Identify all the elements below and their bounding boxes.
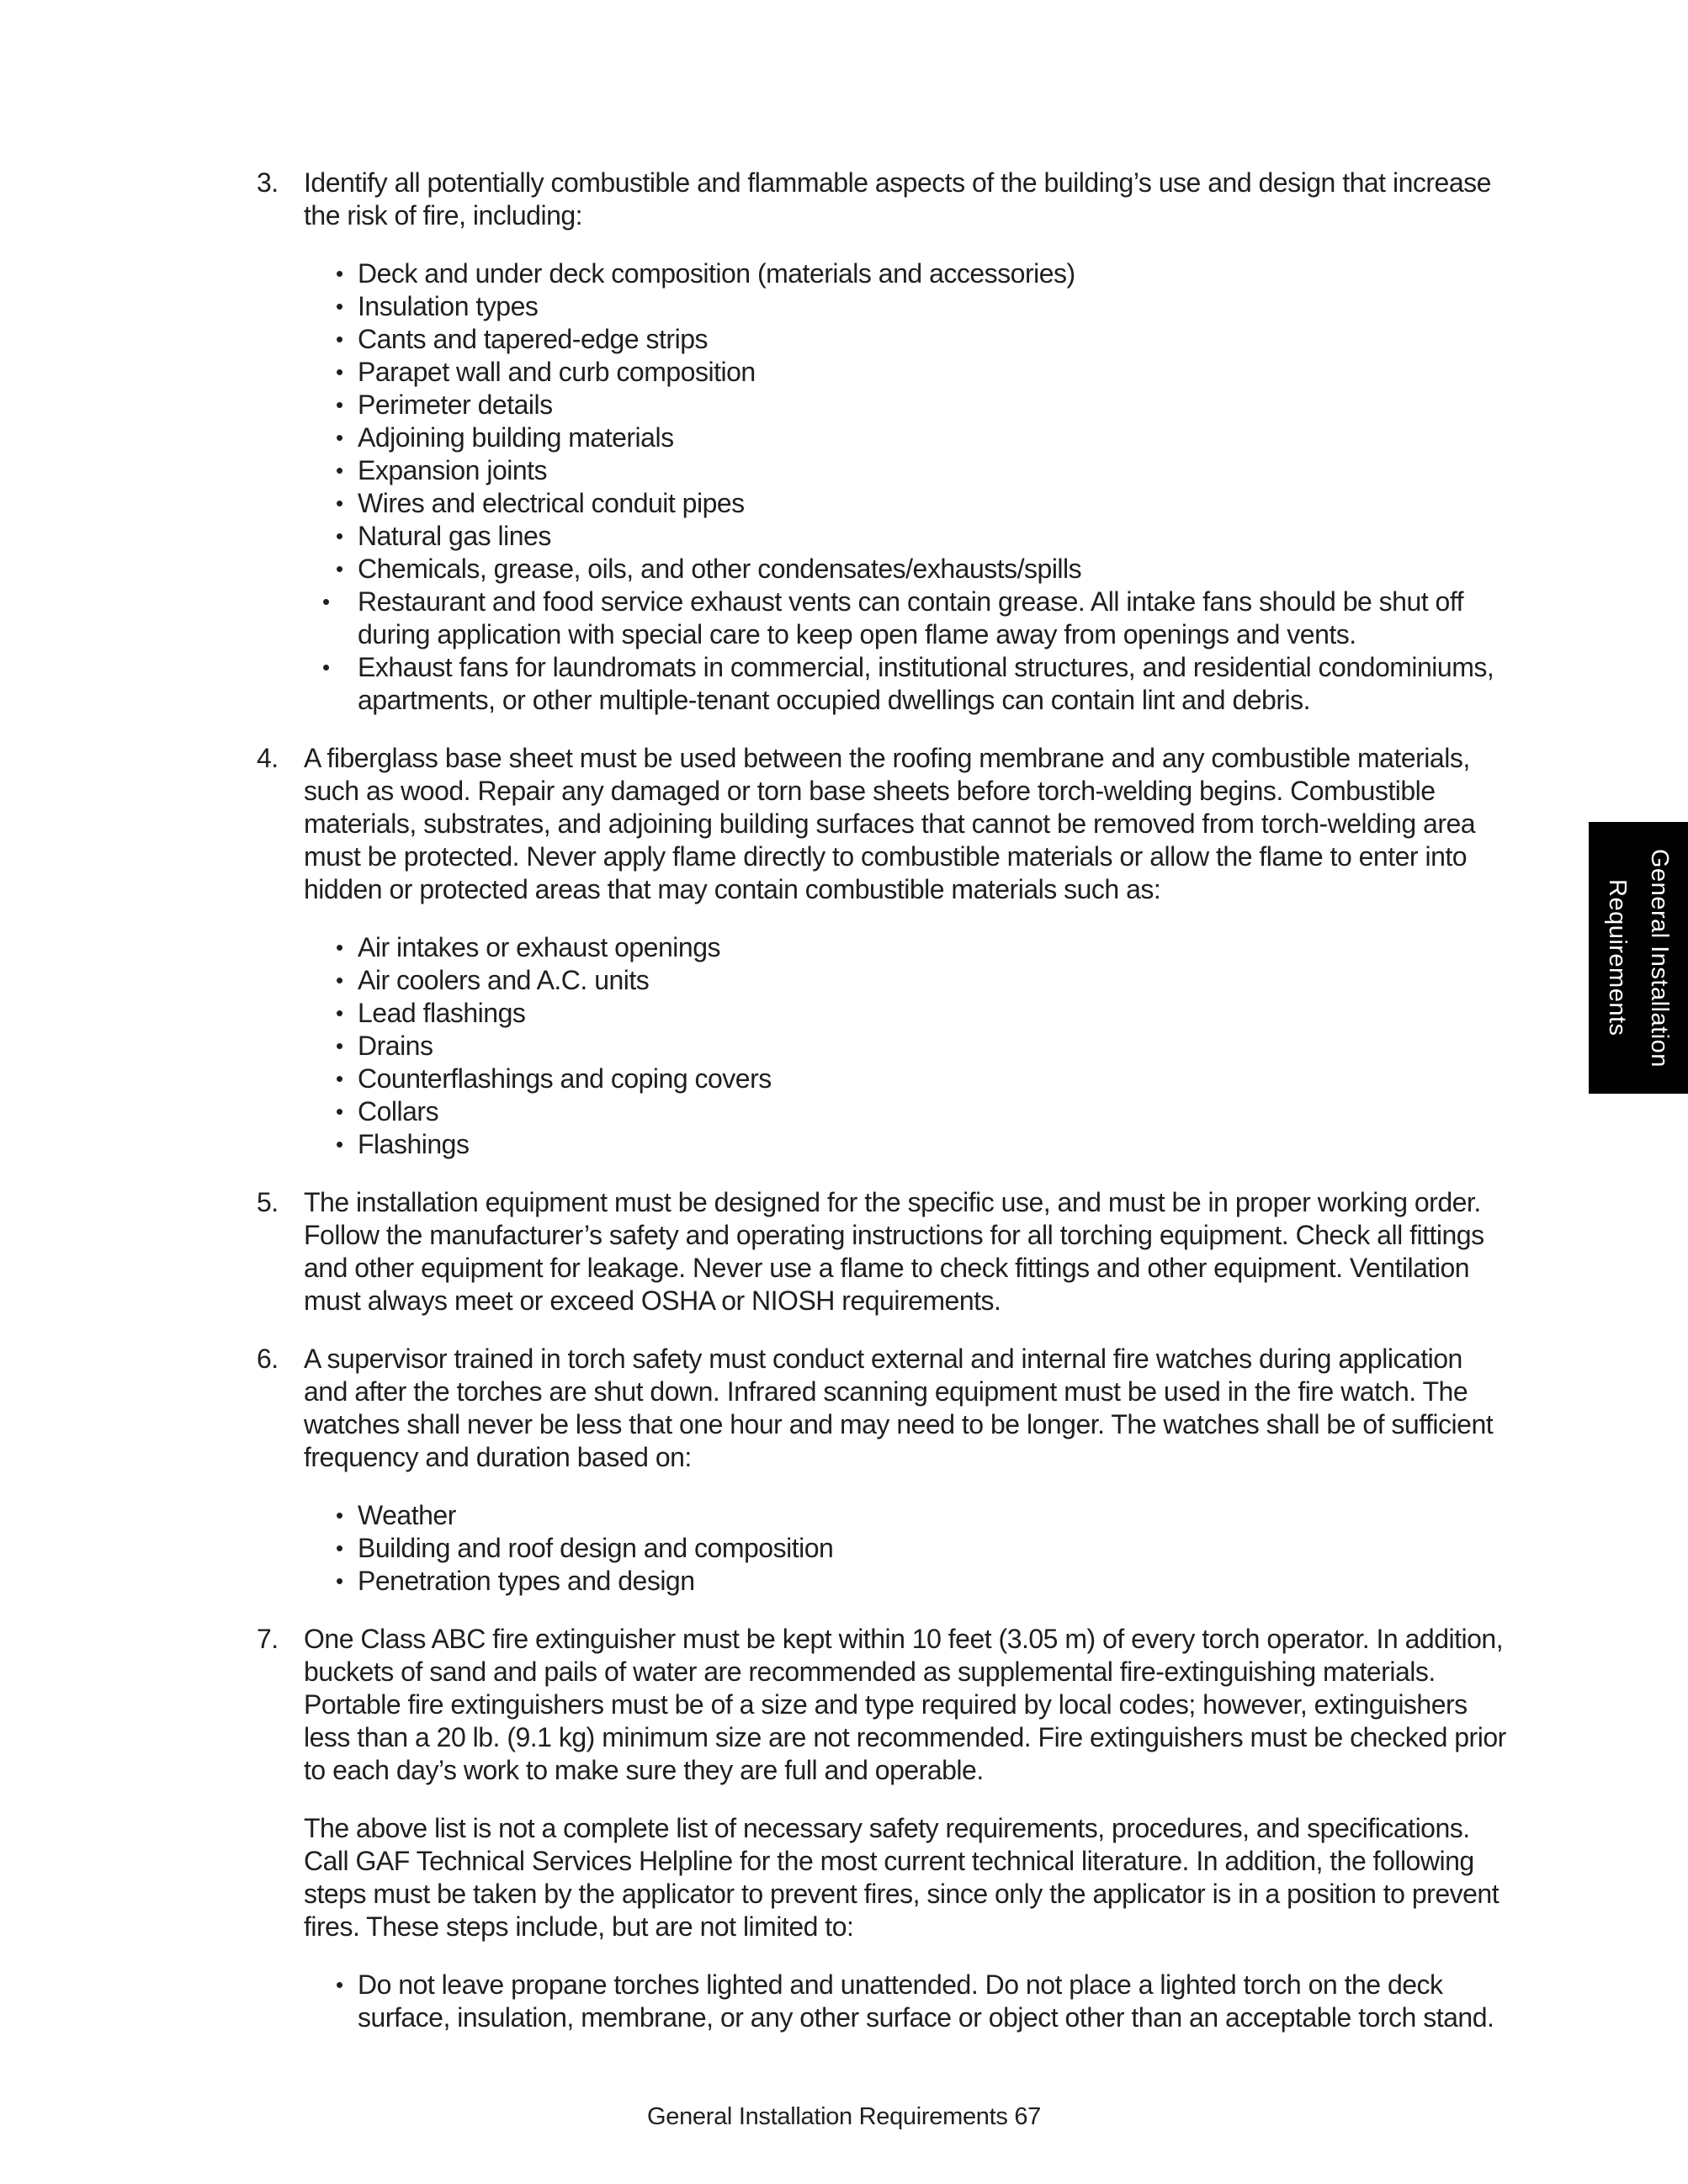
- bullet-text: Adjoining building materials: [358, 422, 674, 453]
- item-text: The installation equipment must be designed for the specific use, and must be in proper working order. Follow the manufacturer’s safety and operating instructions for all torching equipment. Check all fittings and other equipment for leakage. Never use a flame to check fittings and other equipment. Ventilation must always meet or exceed OSHA or NIOSH requirements.: [304, 1187, 1484, 1316]
- bullet-text: Cants and tapered-edge strips: [358, 324, 708, 354]
- document-content: [257, 167, 1510, 2034]
- list-item: [257, 931, 1510, 964]
- list-item: [257, 323, 1510, 356]
- bullet-text: Deck and under deck composition (materials and accessories): [358, 258, 1075, 289]
- numbered-item: [257, 1186, 1510, 1317]
- item-number: 7.: [257, 1624, 279, 1654]
- item-number: 3.: [257, 167, 279, 198]
- bullet-dot-icon: •: [336, 523, 343, 549]
- bullet-dot-icon: •: [336, 935, 343, 960]
- item-text: Identify all potentially combustible and flammable aspects of the building’s use and design that increase the risk of fire, including:: [304, 167, 1491, 231]
- list-item: [257, 421, 1510, 454]
- numbered-item: [257, 742, 1510, 906]
- bullet-list: [257, 1499, 1510, 1598]
- bullet-text: Drains: [358, 1031, 433, 1061]
- bullet-text: Building and roof design and composition: [358, 1533, 834, 1563]
- bullet-text: Expansion joints: [358, 455, 548, 485]
- bullet-dot-icon: •: [336, 556, 343, 581]
- numbered-item: [257, 167, 1510, 232]
- bullet-text: Flashings: [358, 1129, 470, 1159]
- bullet-dot-icon: •: [336, 1132, 343, 1157]
- bullet-text: Do not leave propane torches lighted and unattended. Do not place a lighted torch on the deck surface, insulation, membrane, or any other surface or object other than an acceptable torch stand.: [358, 1969, 1494, 2033]
- list-item: [257, 964, 1510, 997]
- bullet-dot-icon: •: [336, 490, 343, 516]
- list-item: [257, 290, 1510, 323]
- list-item: [257, 257, 1510, 290]
- bullet-dot-icon: •: [336, 359, 343, 384]
- list-item: [257, 997, 1510, 1030]
- numbered-item: [257, 1623, 1510, 1787]
- list-item: [257, 553, 1510, 586]
- bullet-text: Parapet wall and curb composition: [358, 357, 756, 387]
- list-item: [257, 1565, 1510, 1598]
- item-number: 5.: [257, 1187, 279, 1217]
- list-item: [257, 389, 1510, 421]
- list-item: [257, 487, 1510, 520]
- numbered-item: [257, 1343, 1510, 1474]
- bullet-list: [257, 931, 1510, 1161]
- bullet-dot-icon: •: [336, 1033, 343, 1058]
- list-item: [257, 1532, 1510, 1565]
- bullet-text: Natural gas lines: [358, 521, 551, 551]
- bullet-list: [257, 257, 1510, 717]
- bullet-dot-icon: •: [336, 1503, 343, 1528]
- page-footer: General Installation Requirements 67: [647, 2103, 1041, 2130]
- bullet-dot-icon: •: [336, 967, 343, 993]
- bullet-dot-icon: •: [322, 589, 330, 614]
- bullet-text: Counterflashings and coping covers: [358, 1063, 772, 1094]
- list-item: [257, 356, 1510, 389]
- list-item: [257, 1969, 1510, 2034]
- bullet-dot-icon: •: [336, 294, 343, 319]
- bullet-text: Lead flashings: [358, 998, 526, 1028]
- item-text: One Class ABC fire extinguisher must be kept within 10 feet (3.05 m) of every torch operator. In addition, buckets of sand and pails of water are recommended as supplemental fire-extinguishing materials. Portable fire extinguishers must be of a size and type required by local codes; however, extinguishers less than a 20 lb. (9.1 kg) minimum size are not recommended. Fire extinguishers must be checked prior to each day’s work to make sure they are full and operable.: [304, 1624, 1506, 1785]
- paragraph-text: The above list is not a complete list of necessary safety requirements, procedures, and specifications. Call GAF Technical Services Helpline for the most current technical literature. In addition, the following steps must be taken by the applicator to prevent fires, since only the applicator is in a position to prevent fires. These steps include, but are not limited to:: [304, 1813, 1500, 1942]
- bullet-dot-icon: •: [336, 1099, 343, 1124]
- list-item: [257, 1063, 1510, 1095]
- bullet-text: Wires and electrical conduit pipes: [358, 488, 745, 518]
- bullet-text: Perimeter details: [358, 390, 553, 420]
- item-number: 4.: [257, 743, 279, 773]
- bullet-text: Restaurant and food service exhaust vents can contain grease. All intake fans should be shut off during application with special care to keep open flame away from openings and vents.: [358, 586, 1464, 649]
- bullet-text: Air intakes or exhaust openings: [358, 932, 720, 962]
- bullet-text: Collars: [358, 1096, 439, 1126]
- bullet-text: Weather: [358, 1500, 456, 1530]
- list-item: [257, 586, 1510, 651]
- section-side-tab: [1589, 822, 1688, 1094]
- item-number: 6.: [257, 1344, 279, 1374]
- list-item: [257, 651, 1510, 717]
- list-item: [257, 454, 1510, 487]
- bullet-text: Air coolers and A.C. units: [358, 965, 650, 995]
- list-item: [257, 1095, 1510, 1128]
- list-item: [257, 1128, 1510, 1161]
- side-tab-label-line2: Requirements: [1604, 879, 1631, 1036]
- bullet-dot-icon: •: [336, 1568, 343, 1593]
- bullet-dot-icon: •: [336, 1000, 343, 1026]
- bullet-text: Insulation types: [358, 291, 539, 321]
- bullet-text: Exhaust fans for laundromats in commercial, institutional structures, and residential condominiums, apartments, or other multiple-tenant occupied dwellings can contain lint and debris.: [358, 652, 1494, 715]
- bullet-dot-icon: •: [336, 1535, 343, 1561]
- bullet-dot-icon: •: [336, 392, 343, 417]
- bullet-dot-icon: •: [336, 326, 343, 352]
- bullet-dot-icon: •: [322, 655, 330, 680]
- list-item: [257, 520, 1510, 553]
- item-text: A fiberglass base sheet must be used between the roofing membrane and any combustible materials, such as wood. Repair any damaged or torn base sheets before torch-welding begins. Combustible materials, substrates, and adjoining building surfaces that cannot be removed from torch-welding area must be protected. Never apply flame directly to combustible materials or allow the flame to enter into hidden or protected areas that may contain combustible materials such as:: [304, 743, 1476, 904]
- list-item: [257, 1030, 1510, 1063]
- bullet-dot-icon: •: [336, 425, 343, 450]
- bullet-dot-icon: •: [336, 458, 343, 483]
- item-text: A supervisor trained in torch safety must conduct external and internal fire watches during application and after the torches are shut down. Infrared scanning equipment must be used in the fire watch. The watches shall never be less that one hour and may need to be longer. The watches shall be of sufficient frequency and duration based on:: [304, 1344, 1494, 1472]
- bullet-dot-icon: •: [336, 261, 343, 286]
- bullet-text: Chemicals, grease, oils, and other condensates/exhausts/spills: [358, 554, 1082, 584]
- side-tab-label-line1: General Installation: [1646, 848, 1673, 1068]
- side-tab-label: [1596, 849, 1680, 1068]
- bullet-list: [257, 1969, 1510, 2034]
- bullet-dot-icon: •: [336, 1972, 343, 1997]
- paragraph: [257, 1812, 1510, 1943]
- bullet-dot-icon: •: [336, 1066, 343, 1091]
- bullet-text: Penetration types and design: [358, 1566, 695, 1596]
- list-item: [257, 1499, 1510, 1532]
